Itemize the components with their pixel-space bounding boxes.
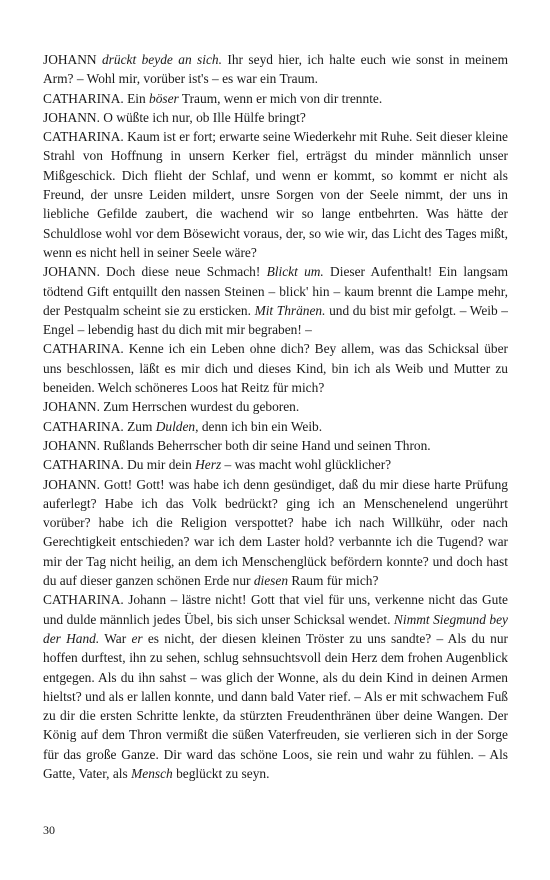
text-run: Traum, wenn er mich von dir trennte. [178, 90, 383, 106]
paragraph [43, 417, 508, 436]
page-number: 30 [43, 823, 55, 837]
text-run: War [99, 630, 132, 646]
text-run: CATHARINA. Ein [43, 90, 150, 106]
paragraph [43, 397, 508, 416]
text-run: Dieser Aufenthalt! Ein langsam tödtend Gift entquillt den nassen Steinen – blick' hin – kaum brennt die Lampe mehr, der Pestqualm scheint sie zu ersticken. [43, 264, 509, 318]
paragraph [43, 89, 508, 108]
stage-direction: böser [149, 90, 179, 106]
text-run: beglückt zu seyn. [172, 765, 270, 781]
paragraph [43, 127, 508, 262]
stage-direction: er [131, 630, 143, 646]
text-run: JOHANN. Gott! Gott! was habe ich denn gesündiget, daß du mir diese harte Prüfung auferlegt? Habe ich das Volk bedrückt? ging ich an Menschenelend ungerührt vorüber? habe ich die Religion verspottet? habe ich nach Willkühr, oder nach Gerechtigkeit entschieden? war ich dem Laster hold? verbannte ich die Tugend? war mir der Tag nicht heilig, an dem ich Menschenglück befördern konnte? und doch hast du auf dieser ganzen schönen Erde nur [43, 476, 508, 589]
text-run: , denn ich bin ein Weib. [195, 418, 323, 434]
paragraph [43, 50, 508, 89]
stage-direction: Mit Thränen. [254, 302, 326, 318]
stage-direction: Blickt um. [266, 264, 324, 280]
stage-direction: Nimmt Siegmund bey der Hand. [43, 611, 508, 646]
text-run: CATHARINA. Johann – lästre nicht! Gott that viel für uns, verkenne nicht das Gute und dulde männlich jedes Übel, bis sich unser Schicksal wendet. [43, 592, 508, 627]
text-run: Raum für mich? [288, 573, 379, 589]
text-run: CATHARINA. Du mir dein [43, 457, 196, 473]
text-run: CATHARINA. Kenne ich ein Leben ohne dich? Bey allem, was das Schicksal über uns beschlossen, läßt es mir dich und dieses Kind, bin ich als Weib und Mutter zu beneiden. Welch schöneres Loos hat Reitz für mich? [43, 341, 508, 396]
text-run: JOHANN. Rußlands Beherrscher both dir seine Hand und seinen Thron. [43, 437, 431, 453]
stage-direction: diesen [253, 573, 289, 589]
stage-direction: Herz [195, 457, 222, 473]
paragraph [43, 339, 508, 397]
stage-direction: Mensch [131, 765, 173, 781]
stage-direction: drückt beyde an sich. [101, 52, 222, 67]
text-run: – was macht wohl glücklicher? [221, 457, 392, 473]
paragraph [43, 455, 508, 474]
text-run: JOHANN. Zum Herrschen wurdest du geboren. [43, 399, 300, 415]
text-run: JOHANN. O wüßte ich nur, ob Ille Hülfe bringt? [43, 109, 306, 125]
text-run: es nicht, der diesen kleinen Tröster zu uns sandte? – Als du nur hoffen durftest, ihn zu sehen, schlug sehnsuchtsvoll dein Herz dem frohen Augenblick entgegen. Als du ihn sahst – was glich der Wonne, als du dein Kind in deinen Armen hieltst? und als er lallen konnte, und dann bald Vater rief. – Als er mit schwachem Fuß zu dir die ersten Schritte lenkte, da stürzten Freudenthränen über deine Wangen. Der König auf dem Thron vermißt die süßen Vaterfreuden, sie verlieren sich in der Sorge für das große Ganze. Dir ward das schöne Loos, sie rein und wahr zu fühlen. – Als Gatte, Vater, als [43, 630, 509, 781]
text-run: CATHARINA. Zum [43, 418, 156, 434]
page-body [43, 50, 508, 783]
text-run: und du bist mir gefolgt. – Weib – Engel – lebendig hast du dich mit mir begraben! – [43, 302, 508, 338]
text-run: JOHANN. Doch diese neue Schmach! [43, 264, 267, 280]
text-run: Ihr seyd hier, ich halte euch wie sonst in meinem Arm? – Wohl mir, vorüber ist's – es war ein Traum. [43, 52, 509, 87]
text-run: CATHARINA. Kaum ist er fort; erwarte seine Wiederkehr mit Ruhe. Seit dieser kleine Strahl von Hoffnung in unsern Kerker fiel, erträgst du minder männlich unser Mißgeschick. Dich flieht der Schlaf, und wenn er kommt, so kommt er nicht als Freund, der unsre Leiden mildert, unsre Sorgen von der Seele nimmt, der uns in liebliche Gefilde zaubert, die wachend wir so lange entbehrten. Was hätte der Schuldlose wohl vor dem Bösewicht voraus, der, so wie wir, das Licht des Tages mißt, wenn es nicht hell in seiner Seele wäre? [43, 129, 508, 260]
paragraph [43, 108, 508, 127]
paragraph [43, 590, 508, 783]
paragraph [43, 475, 508, 591]
paragraph [43, 262, 508, 339]
paragraph [43, 436, 508, 455]
stage-direction: Dulden [155, 418, 196, 434]
text-run: JOHANN [43, 52, 102, 67]
